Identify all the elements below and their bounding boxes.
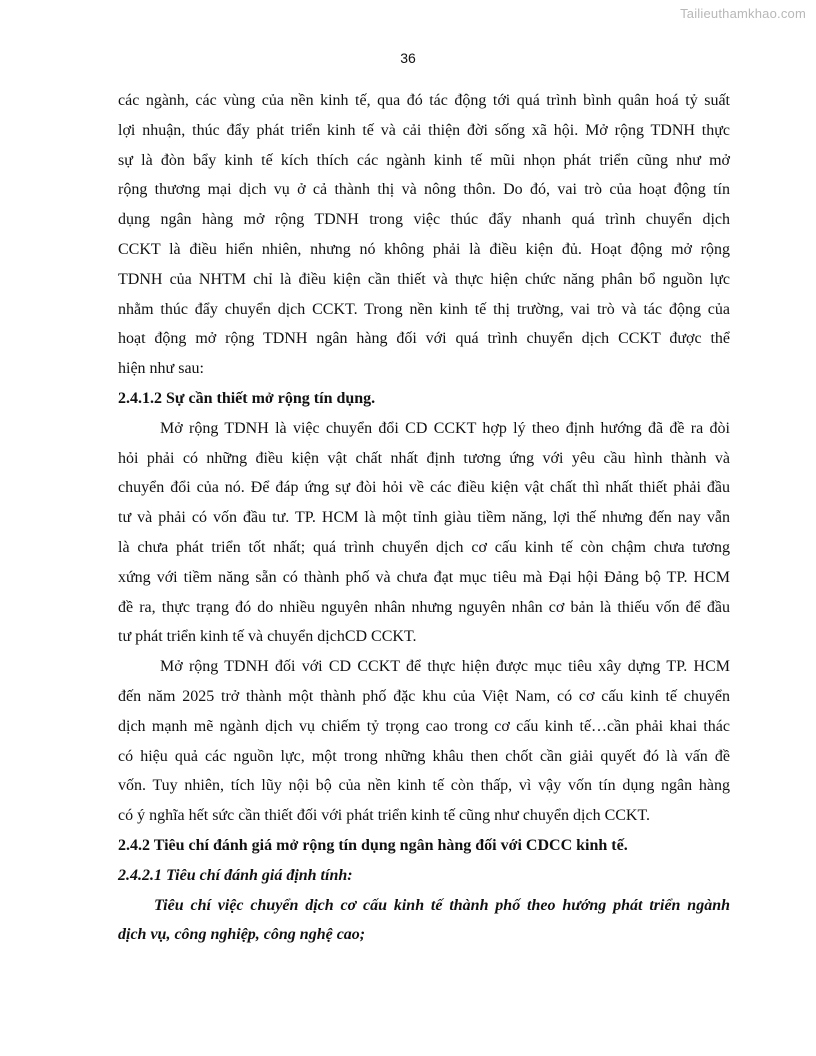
text-line: vốn. Tuy nhiên, tích lũy nội bộ của nền kinh tế còn thấp, vì vậy vốn tín dụng ngân hàng [118,777,730,795]
paragraph-necessity [118,414,730,652]
text-line: có hiệu quả các nguồn lực, một trong những khâu then chốt cần giải quyết đó là vấn đề [118,747,730,765]
text-line: TDNH của NHTM chỉ là điều kiện cần thiết và thực hiện chức năng phân bổ nguồn lực [118,270,730,288]
page-number: 36 [400,50,416,66]
text-line: xứng với tiềm năng sẵn có thành phố và chưa đạt mục tiêu mà Đại hội Đảng bộ TP. HCM [118,568,730,586]
text-line: đề ra, thực trạng đó do nhiều nguyên nhân nhưng nguyên nhân cơ bản là thiếu vốn để đầu [118,598,730,616]
text-line: đến năm 2025 trở thành một thành phố đặc khu của Việt Nam, có cơ cấu kinh tế chuyển [118,687,730,705]
text-line: dịch vụ, công nghiệp, công nghệ cao; [118,926,366,944]
text-line: Mở rộng TDNH là việc chuyển đổi CD CCKT hợp lý theo định hướng đã đề ra đòi [160,419,730,437]
text-line: tư phát triển kinh tế và chuyển dịchCD CCKT. [118,628,417,646]
text-line: có ý nghĩa hết sức cần thiết đối với phát triển kinh tế cũng như chuyển dịch CCKT. [118,807,651,825]
text-line: hoạt động mở rộng TDNH ngân hàng đối với quá trình chuyển dịch CCKT được thể [118,330,730,348]
paragraph-criteria [118,891,730,951]
watermark: Tailieuthamkhao.com [680,6,806,21]
paragraph-target-2025 [118,652,730,831]
heading-2-4-2: 2.4.2 Tiêu chí đánh giá mở rộng tín dụng ngân hàng đối với CDCC kinh tế. [118,836,628,854]
text-line: CCKT là điều hiển nhiên, nhưng nó không phải là điều kiện đủ. Hoạt động mở rộng [118,240,730,258]
text-line: hiện như sau: [118,360,204,378]
text-line: Mở rộng TDNH đối với CD CCKT để thực hiện được mục tiêu xây dựng TP. HCM [160,658,730,676]
text-line: chuyển đổi của nó. Để đáp ứng sự đòi hỏi về các điều kiện vật chất thì nhất thiết phải đầu [118,479,730,497]
text-line: dịch mạnh mẽ ngành dịch vụ chiếm tỷ trọng cao trong cơ cấu kinh tế…cần phải khai thác [118,717,730,735]
text-line: lợi nhuận, thúc đẩy phát triển kinh tế và cải thiện đời sống xã hội. Mở rộng TDNH thực [118,121,730,139]
document-body [118,86,730,950]
text-line: các ngành, các vùng của nền kinh tế, qua đó tác động tới quá trình bình quân hoá tỷ suất [118,92,730,109]
text-line: là chưa phát triển tốt nhất; quá trình chuyển dịch cơ cấu kinh tế còn chậm chưa tương [118,538,730,556]
text-line: dụng ngân hàng mở rộng TDNH trong việc thúc đẩy nhanh quá trình chuyển dịch [118,211,730,229]
heading-2-4-1-2: 2.4.1.2 Sự cần thiết mở rộng tín dụng. [118,389,376,407]
paragraph-intro [118,86,730,384]
text-line: rộng thương mại dịch vụ ở cả thành thị và nông thôn. Do đó, vai trò của hoạt động tín [118,181,730,199]
text-line: hỏi phải có những điều kiện vật chất nhất định tương ứng với yêu cầu hình thành và [118,449,730,467]
heading-2-4-2-1: 2.4.2.1 Tiêu chí đánh giá định tính: [118,866,353,884]
text-line: Tiêu chí việc chuyển dịch cơ cấu kinh tế thành phố theo hướng phát triển ngành [154,896,730,914]
text-line: tư và phải có vốn đầu tư. TP. HCM là một tỉnh giàu tiềm năng, lợi thế nhưng đến nay vẫn [118,509,730,527]
text-line: nhằm thúc đẩy chuyển dịch CCKT. Trong nền kinh tế thị trường, vai trò và tác động của [118,300,730,318]
text-line: sự là đòn bẩy kinh tế kích thích các ngành kinh tế mũi nhọn phát triển cũng như mở [118,151,730,169]
